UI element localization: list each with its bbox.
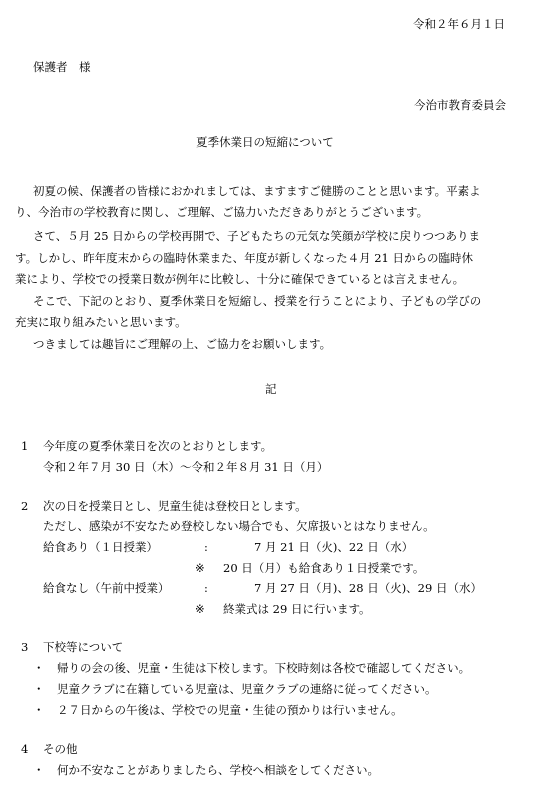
body-line: さて、５月 25 日からの学校再開で、子どもたちの元気な笑顔が学校に戻りつつありま (33, 229, 480, 243)
body-line: り、今治市の学校教育に関し、ご理解、ご協力いただきありがとうございます。 (15, 205, 429, 219)
note-mark: ※ (195, 602, 205, 616)
list-item: 帰りの会の後、児童・生徒は下校します。下校時刻は各校で確認してください。 (57, 661, 471, 675)
bullet: ・ (33, 763, 45, 777)
lunch-full-day-dates: 7 月 21 日（火)、22 日（水） (254, 540, 414, 554)
colon: : (204, 540, 208, 554)
section-number: 4 (21, 742, 29, 756)
no-lunch-dates: 7 月 27 日（月)、28 日（火)、29 日（水） (254, 581, 482, 595)
body-line: 初夏の候、保護者の皆様におかれましては、ますますご健勝のことと思います。平素よ (33, 184, 481, 198)
body-line: そこで、下記のとおり、夏季休業日を短縮し、授業を行うことにより、子どもの学びの (33, 294, 482, 308)
body-line: 業により、学校での授業日数が例年に比較し、十分に確保できているとは言えません。 (15, 272, 465, 286)
issue-date: 令和２年６月１日 (413, 17, 505, 31)
no-lunch-label: 給食なし（午前中授業） (43, 581, 170, 595)
section-heading: 今年度の夏季休業日を次のとおりとします。 (43, 439, 273, 453)
bullet: ・ (33, 703, 45, 717)
lunch-full-day-note: 20 日（月）も給食あり１日授業です。 (223, 561, 425, 575)
note-mark: ※ (195, 561, 205, 575)
section-heading: その他 (43, 742, 78, 756)
bullet: ・ (33, 661, 45, 675)
body-line: す。しかし、昨年度末からの臨時休業また、年度が新しくなった４月 21 日からの臨時休 (15, 251, 474, 265)
section-heading: 次の日を授業日とし、児童生徒は登校日とします。 (43, 499, 307, 513)
vacation-period: 令和２年７月 30 日（木）〜令和２年８月 31 日（月） (43, 460, 329, 474)
list-item: 児童クラブに在籍している児童は、児童クラブの連絡に従ってください。 (57, 682, 437, 696)
colon: : (204, 581, 208, 595)
bullet: ・ (33, 682, 45, 696)
body-line: 充実に取り組みたいと思います。 (15, 315, 187, 329)
list-item: ２７日からの午後は、学校での児童・生徒の預かりは行いません。 (57, 703, 403, 717)
section-number: 1 (21, 439, 29, 453)
list-item: 何か不安なことがありましたら、学校へ相談をしてください。 (57, 763, 379, 777)
lunch-full-day-label: 給食あり（１日授業） (43, 540, 158, 554)
document-title: 夏季休業日の短縮について (196, 135, 334, 149)
section-number: 2 (21, 499, 29, 513)
section-heading: 下校等について (43, 640, 124, 654)
body-line: つきましては趣旨にご理解の上、ご協力をお願いします。 (33, 337, 332, 351)
closing-ceremony-note: 終業式は 29 日に行います。 (223, 602, 371, 616)
section-number: 3 (21, 640, 29, 654)
recipient: 保護者 様 (33, 60, 91, 74)
ki-heading: 記 (265, 382, 277, 396)
sender: 今治市教育委員会 (414, 98, 506, 112)
attendance-note: ただし、感染が不安なため登校しない場合でも、欠席扱いとはなりません。 (43, 519, 435, 533)
